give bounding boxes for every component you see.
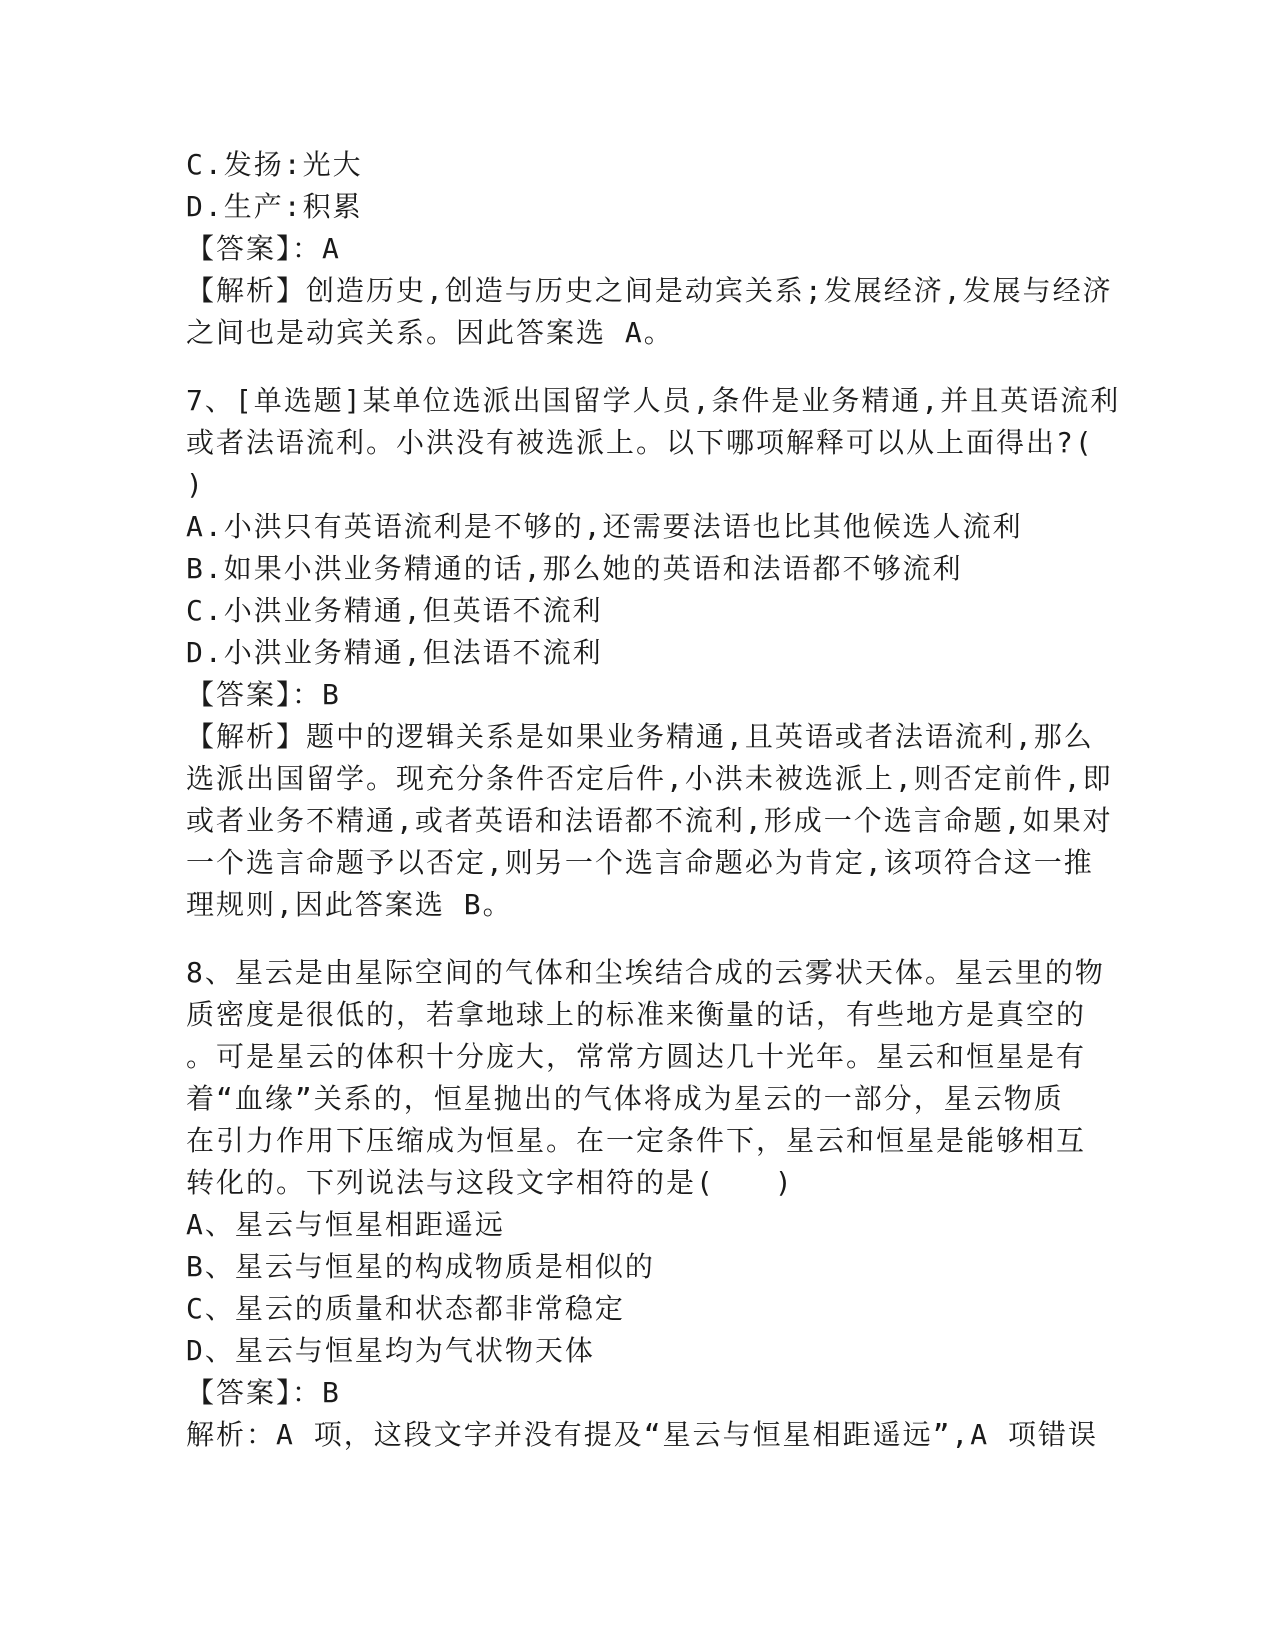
q7-analysis-line: 【解析】题中的逻辑关系是如果业务精通,且英语或者法语流利,那么 [186, 720, 1094, 753]
q8-answer: 【答案】：B [186, 1376, 341, 1409]
q8-stem-line: 着“血缘”关系的，恒星抛出的气体将成为星云的一部分，星云物质 [186, 1082, 1064, 1115]
q6-analysis-line: 之间也是动宾关系。因此答案选 A。 [186, 316, 674, 349]
q6-answer: 【答案】：A [186, 232, 341, 265]
q8-option-c: C、星云的质量和状态都非常稳定 [186, 1292, 625, 1325]
q7-stem-line: ) [186, 468, 205, 501]
q8-stem-line: 在引力作用下压缩成为恒星。在一定条件下，星云和恒星是能够相互 [186, 1124, 1087, 1157]
q7-analysis-line: 理规则,因此答案选 B。 [186, 888, 513, 921]
q8-option-b: B、星云与恒星的构成物质是相似的 [186, 1250, 655, 1283]
q7-analysis-line: 选派出国留学。现充分条件否定后件,小洪未被选派上,则否定前件,即 [186, 762, 1113, 795]
question-7 [186, 380, 1121, 926]
q6-analysis-line: 【解析】创造历史,创造与历史之间是动宾关系;发展经济,发展与经济 [186, 274, 1113, 307]
question-8 [186, 952, 1105, 1456]
q8-stem-line: 质密度是很低的，若拿地球上的标准来衡量的话，有些地方是真空的 [186, 998, 1087, 1031]
question-6-tail [186, 144, 1113, 354]
q8-stem-line: 。可是星云的体积十分庞大，常常方圆达几十光年。星云和恒星是有 [186, 1040, 1087, 1073]
q7-stem-line: 或者法语流利。小洪没有被选派上。以下哪项解释可以从上面得出?( [186, 426, 1094, 459]
q7-option-a: A.小洪只有英语流利是不够的,还需要法语也比其他候选人流利 [186, 510, 1023, 543]
q8-stem-line: 转化的。下列说法与这段文字相符的是( ) [186, 1166, 794, 1199]
q7-analysis-line: 或者业务不精通,或者英语和法语都不流利,形成一个选言命题,如果对 [186, 804, 1113, 837]
q8-stem-line: 8、星云是由星际空间的气体和尘埃结合成的云雾状天体。星云里的物 [186, 956, 1105, 989]
q7-analysis-line: 一个选言命题予以否定,则另一个选言命题必为肯定,该项符合这一推 [186, 846, 1094, 879]
q7-answer: 【答案】：B [186, 678, 341, 711]
document-page [186, 144, 1121, 1456]
q6-option-c: C.发扬:光大 [186, 148, 363, 181]
q6-option-d: D.生产:积累 [186, 190, 363, 223]
q7-option-c: C.小洪业务精通,但英语不流利 [186, 594, 603, 627]
q8-option-a: A、星云与恒星相距遥远 [186, 1208, 505, 1241]
q7-stem-line: 7、[单选题]某单位选派出国留学人员,条件是业务精通,并且英语流利 [186, 384, 1121, 417]
q7-option-d: D.小洪业务精通,但法语不流利 [186, 636, 603, 669]
q8-option-d: D、星云与恒星均为气状物天体 [186, 1334, 595, 1367]
q7-option-b: B.如果小洪业务精通的话,那么她的英语和法语都不够流利 [186, 552, 963, 585]
q8-analysis-line: 解析：A 项，这段文字并没有提及“星云与恒星相距遥远”,A 项错误 [186, 1418, 1099, 1451]
